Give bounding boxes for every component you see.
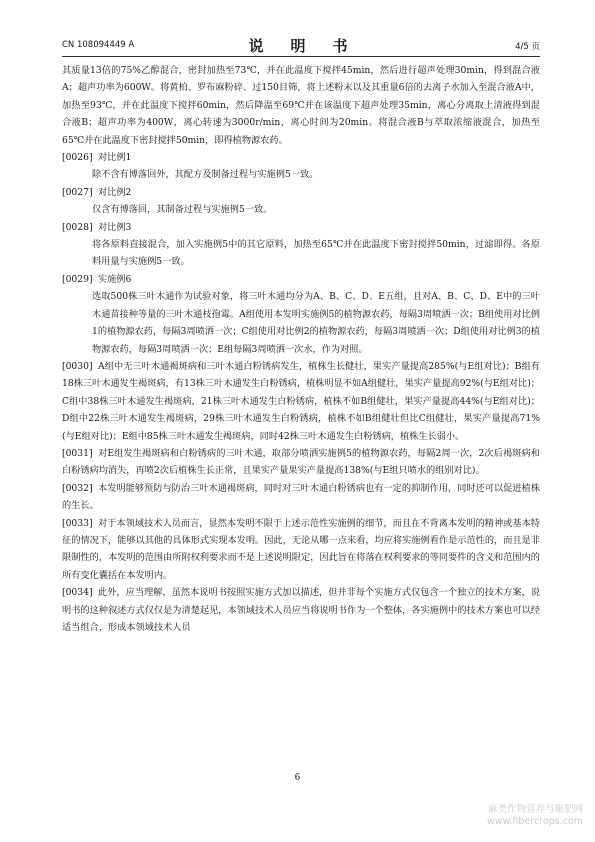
paragraph-text: 对于本领域技术人员而言，显然本发明不限于上述示范性实施例的细节，而且在不背离本发明的精神或基本特征的情况下，能够以其他的具体形式实现本发明。因此，无论从哪一点来看，均应将实施例看作是示范性的，而且是非限制性的，本发明的范围由所附权利要求而不是上述说明限定，因此旨在将落在权利要求的等同要件的含义和范围内的所有变化囊括在本发明内。	[62, 517, 540, 581]
paragraph-number: [0028]	[62, 221, 93, 233]
paragraph-number: [0031]	[62, 447, 93, 459]
paragraph-0026-heading	[62, 149, 540, 166]
paragraph-number: [0032]	[62, 482, 93, 494]
paragraph-continued: 其质量13倍的75%乙醇混合，密封加热至73℃，并在此温度下搅拌45min，然后进行超声处理30min，得到混合液A；超声功率为600W。将黄柏、罗布麻粉碎、过150目筛，将上述粉末以及其重量6倍的去离子水加入至混合液A中，加热至93℃，并在此温度下搅拌60min，然后降温至69℃并在该温度下超声处理35min，离心分离取上清液得到混合液B；超声功率为400W，离心转速为3000r/min，离心时间为20min。将混合液B与萃取浓缩液混合，加热至65℃并在此温度下密封搅拌50min，即得植物源农药。	[62, 65, 540, 146]
section-heading: 实施例6	[98, 273, 132, 285]
paragraph-0030	[62, 358, 540, 445]
paragraph-0028-text: 将各原料直接混合，加入实施例5中的其它原料，加热至65℃并在此温度下密封搅拌50min，过滤即得。各原料用量与实施例5一致。	[92, 239, 540, 268]
section-heading: 对比例2	[98, 186, 132, 198]
paragraph-number: [0029]	[62, 273, 93, 285]
paragraph-0029-text: 选取500株三叶木通作为试验对象，将三叶木通均分为A、B、C、D、E五组，且对A、B、C、D、E中的三叶木通苗接种等量的三叶木通枝孢霉。A组使用本发明实施例5的植物源农药，每隔3周喷洒一次；B组使用对比例1的植物源农药，每隔3周喷洒一次；C组使用对比例2的植物源农药，每隔3周喷洒一次；D组使用对比例3的植物源农药，每隔3周喷洒一次；E组每隔3周喷洒一次水，作为对照。	[92, 291, 540, 355]
page-header	[62, 34, 540, 57]
paragraph-text: 本发明能够预防与防治三叶木通褐斑病，同时对三叶木通白粉锈病也有一定的抑制作用，同时还可以促进植株的生长。	[62, 482, 540, 512]
paragraph-0034	[62, 584, 540, 636]
paragraph-0027-text: 仅含有博落回，其制备过程与实施例5一致。	[92, 204, 273, 216]
paragraph-number: [0027]	[62, 186, 93, 198]
section-heading: 对比例3	[98, 221, 132, 233]
page-number: 6	[294, 773, 301, 783]
paragraph-number: [0030]	[62, 360, 93, 372]
paragraph-0028	[62, 219, 540, 236]
paragraph-number: [0033]	[62, 517, 93, 529]
watermark-url: www.fibercrops.com	[486, 816, 583, 827]
paragraph-number: [0026]	[62, 152, 93, 164]
page-indicator: 4/5 页	[515, 42, 540, 52]
watermark-title: 麻类作物营养与施肥网	[487, 804, 583, 815]
publication-number: CN 108094449 A	[62, 40, 135, 50]
document-body	[62, 62, 540, 636]
paragraph-text: 此外，应当理解，虽然本说明书按照实施方式加以描述，但并非每个实施方式仅包含一个独立的技术方案，说明书的这种叙述方式仅仅是为清楚起见，本领域技术人员应当将说明书作为一个整体，各实施例中的技术方案也可以经适当组合，形成本领域技术人员	[62, 587, 540, 633]
paragraph-0026-text: 除不含有博落回外，其配方及制备过程与实施例5一致。	[92, 169, 319, 181]
paragraph-0032	[62, 480, 540, 515]
paragraph-0033	[62, 515, 540, 585]
site-watermark	[487, 804, 583, 828]
paragraph-0029	[62, 271, 540, 288]
paragraph-0027	[62, 184, 540, 201]
paragraph-number: [0034]	[62, 587, 93, 599]
document-title: 说 明 书	[248, 37, 354, 55]
paragraph-text: 对E组发生褐斑病和白粉锈病的三叶木通，取部分喷洒实施例5的植物源农药，每隔2周一次，2次后褐斑病和白粉锈病均消失，再喷2次后植株生长正常，且果实产量果实产量提高138%(与E组只喷水的组别对比)。	[62, 447, 540, 477]
paragraph-text: A组中无三叶木通褐斑病和三叶木通白粉锈病发生，植株生长健壮，果实产量提高285%(与E组对比)；B组有18株三叶木通发生褐斑病，有13株三叶木通发生白粉锈病，植株明显不如A组健壮，果实产量提高92%(与E组对比)；C组中38株三叶木通发生褐斑病，21株三叶木通发生白粉锈病，植株不如B组健壮，果实产量提高44%(与E组对比)；D组中22株三叶木通发生褐斑病，29株三叶木通发生白粉锈病，植株不如B组健壮但比C组健壮，果实产量提高71%(与E组对比)；E组中85株三叶木通发生褐斑病，同时42株三叶木通发生白粉锈病，植株生长弱小。	[62, 360, 540, 442]
section-heading: 对比例1	[98, 152, 132, 164]
paragraph-0031	[62, 445, 540, 480]
